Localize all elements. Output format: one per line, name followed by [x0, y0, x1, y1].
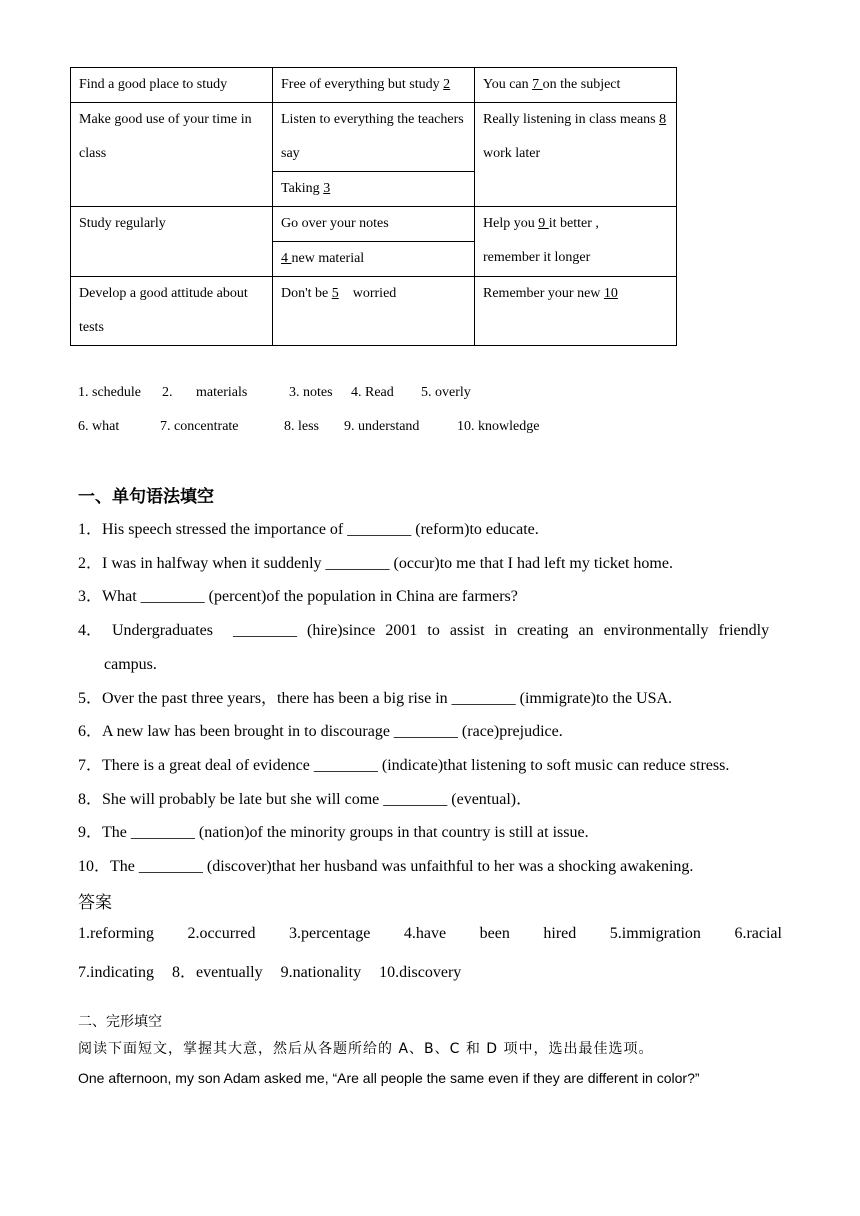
cell-text: Study regularly: [79, 216, 166, 231]
cell-text: Help you: [483, 216, 539, 231]
cell-text: Develop a good attitude about tests: [79, 286, 248, 335]
cell-text: Find a good place to study: [79, 77, 228, 92]
table-cell: [273, 207, 475, 242]
question-9: 9．The ________ (nation)of the minority groups in that country is still at issue.: [78, 824, 589, 841]
key-item: 1. schedule: [78, 385, 141, 400]
table-cell: [273, 172, 475, 207]
answer-item: 1.reforming: [78, 925, 154, 942]
answer-item: 7.indicating: [78, 964, 154, 981]
section-title-cloze: 二、完形填空: [78, 1014, 162, 1030]
cell-text: remember it longer: [483, 250, 591, 265]
table-cell: [273, 68, 475, 103]
question-4: 4． Undergraduates ________ (hire)since 2001 to assist in creating an environmentally friendly: [78, 622, 770, 639]
blank-number: 5: [331, 286, 339, 301]
question-4-continued: campus.: [104, 656, 157, 673]
blank-number: 4: [281, 251, 292, 266]
question-3: 3．What ________ (percent)of the population in China are farmers?: [78, 588, 518, 605]
table-cell: [475, 207, 677, 277]
cell-text: Make good use of your time in class: [79, 112, 252, 161]
cell-text: Free of everything but study: [281, 77, 444, 92]
table-cell: [475, 277, 677, 346]
answers-row-2: [78, 959, 475, 982]
cell-text: new material: [291, 251, 365, 266]
answer-item: 2.occurred: [187, 925, 256, 942]
blank-number: 8: [659, 112, 667, 127]
answer-item: 8．eventually: [171, 964, 263, 981]
question-2: 2．I was in halfway when it suddenly ________ (occur)to me that I had left my ticket home.: [78, 555, 673, 572]
answer-item: 5.immigration: [609, 925, 701, 942]
cloze-passage: One afternoon, my son Adam asked me, “Are all people the same even if they are different in color?”: [78, 1070, 700, 1086]
question-6: 6．A new law has been brought in to discourage ________ (race)prejudice.: [78, 723, 563, 740]
blank-number: 9: [538, 216, 549, 231]
blank-number: 10: [603, 286, 618, 301]
blank-number: 2: [443, 77, 451, 92]
cell-text: Remember your new: [483, 286, 604, 301]
answer-item: 6.racial: [734, 925, 782, 942]
table-cell: [71, 68, 273, 103]
answer-title: 答案: [78, 893, 112, 913]
key-item: 5. overly: [421, 385, 471, 400]
answer-item: 3.percentage: [289, 925, 371, 942]
answer-item: 9.nationality: [280, 964, 362, 981]
cell-text: Go over your notes: [281, 216, 389, 231]
key-item: 8. less: [284, 419, 319, 434]
key-item: 7. concentrate: [160, 419, 239, 434]
key-item: 2.: [162, 385, 173, 400]
cell-text: You can: [483, 77, 533, 92]
key-item: 4. Read: [351, 385, 394, 400]
answer-item: been: [479, 925, 510, 942]
key-item: materials: [196, 385, 248, 400]
question-1: 1．His speech stressed the importance of ________ (reform)to educate.: [78, 521, 539, 538]
blank-number: 7: [532, 77, 543, 92]
answer-item: hired: [543, 925, 577, 942]
key-item: 3. notes: [289, 385, 333, 400]
key-item: 9. understand: [344, 419, 420, 434]
cell-text: Taking: [281, 181, 324, 196]
cell-text: Listen to everything the teachers say: [281, 112, 464, 161]
answer-item: 10.discovery: [379, 964, 462, 981]
question-8: 8．She will probably be late but she will come ________ (eventual)．: [78, 791, 533, 808]
question-5: 5．Over the past three years，there has been a big rise in ________ (immigrate)to the USA.: [78, 690, 673, 707]
cell-text: work later: [483, 146, 541, 161]
question-10: 10．The ________ (discover)that her husband was unfaithful to her was a shocking awakening.: [78, 858, 694, 875]
cell-text: Really listening in class means: [483, 112, 660, 127]
table-cell: [475, 68, 677, 103]
question-7: 7．There is a great deal of evidence ________ (indicate)that listening to soft music can reduce stress.: [78, 757, 730, 774]
table-cell: [273, 277, 475, 346]
answer-item: 4.have: [403, 925, 447, 942]
blank-number: 3: [323, 181, 331, 196]
study-tips-table: [70, 67, 677, 346]
table-cell: [273, 242, 475, 277]
answers-row-1: [78, 925, 782, 943]
table-cell: [71, 277, 273, 346]
cell-text: it better ,: [548, 216, 599, 231]
cell-text: worried: [338, 286, 397, 301]
section-title-grammar: 一、单句语法填空: [78, 487, 214, 507]
table-cell: [475, 103, 677, 207]
table-cell: [71, 103, 273, 207]
cell-text: on the subject: [542, 77, 621, 92]
cell-text: Don't be: [281, 286, 332, 301]
table-cell: [71, 207, 273, 277]
table-cell: [273, 103, 475, 172]
key-item: 6. what: [78, 419, 120, 434]
key-item: 10. knowledge: [457, 419, 540, 434]
cloze-instruction: 阅读下面短文，掌握其大意，然后从各题所给的 A、B、C 和 D 项中，选出最佳选项。: [78, 1041, 654, 1057]
